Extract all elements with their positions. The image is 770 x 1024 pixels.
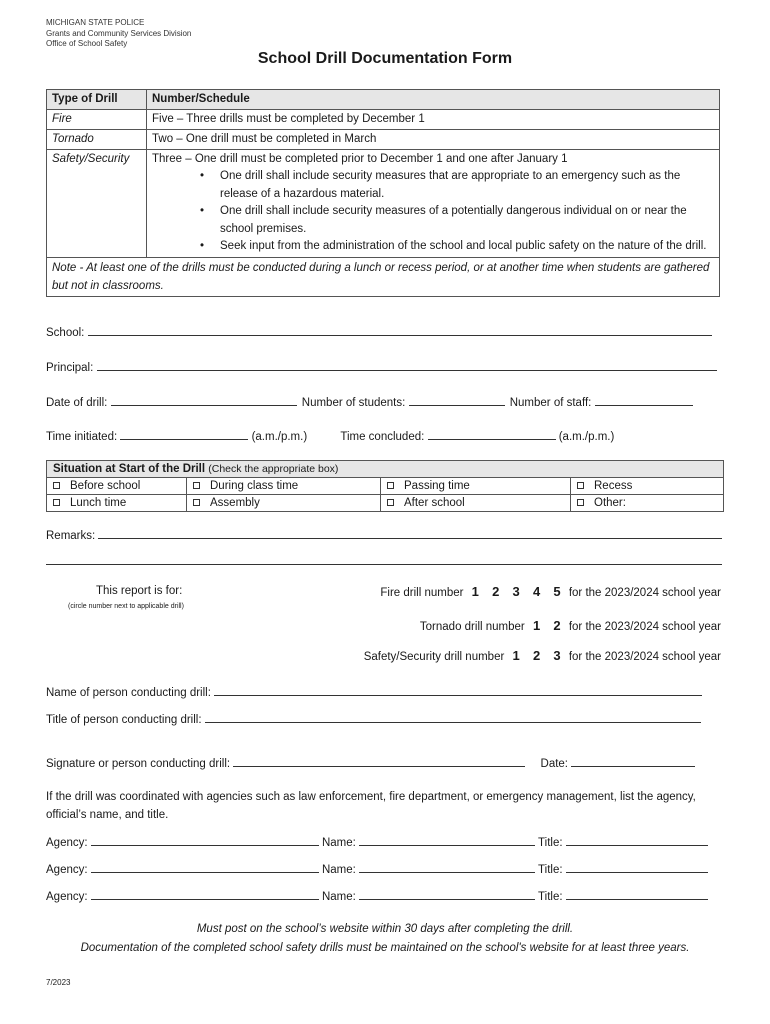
security-drill-label: Safety/Security drill number: [363, 651, 505, 663]
principal-row: [46, 359, 717, 374]
option-passing-time[interactable]: [381, 478, 571, 495]
agency-label: Agency:: [46, 864, 88, 876]
checkbox-icon[interactable]: [577, 482, 584, 489]
agency-field[interactable]: [91, 834, 319, 846]
title-label: Title:: [538, 864, 563, 876]
agency-row: [46, 888, 708, 903]
num-staff-field[interactable]: [595, 394, 693, 406]
school-label: School:: [46, 327, 85, 339]
option-recess[interactable]: [571, 478, 724, 495]
agency-label: Agency:: [46, 837, 88, 849]
title-field[interactable]: [566, 834, 708, 846]
title-label: Title:: [538, 891, 563, 903]
time-concluded-field[interactable]: [428, 428, 556, 440]
conductor-title-label: Title of person conducting drill:: [46, 714, 202, 726]
report-note: (circle number next to applicable drill): [68, 603, 184, 610]
title-field[interactable]: [566, 888, 708, 900]
checkbox-icon[interactable]: [53, 482, 60, 489]
checkbox-icon[interactable]: [387, 482, 394, 489]
time-initiated-label: Time initiated:: [46, 431, 118, 443]
time-initiated-field[interactable]: [120, 428, 248, 440]
conductor-title-field[interactable]: [205, 711, 701, 723]
checkbox-icon[interactable]: [53, 499, 60, 506]
num-staff-label: Number of staff:: [509, 397, 592, 409]
conductor-name-row: [46, 684, 702, 699]
remarks-row-2: [46, 553, 722, 568]
remarks-field[interactable]: [98, 527, 722, 539]
table-row: [47, 130, 720, 150]
list-item: [200, 203, 714, 238]
situation-instruction: (Check the appropriate box): [208, 463, 339, 475]
ampm-label: (a.m./p.m.): [251, 431, 308, 443]
drill-schedule: Three – One drill must be completed prior to December 1 and one after January 1: [152, 153, 568, 165]
date-students-staff-row: [46, 394, 693, 409]
date-field[interactable]: [571, 755, 695, 767]
drill-type: Tornado: [47, 130, 147, 150]
list-item-text: One drill shall include security measures that are appropriate to an emergency such as the release of a hazardous material.: [220, 170, 681, 200]
agency-header: [46, 18, 191, 50]
tornado-drill-label: Tornado drill number: [419, 621, 525, 633]
agency-row: [46, 861, 708, 876]
option-other[interactable]: [571, 495, 724, 512]
option-lunch-time[interactable]: [47, 495, 187, 512]
fire-drill-row: [380, 584, 721, 599]
conductor-name-label: Name of person conducting drill:: [46, 687, 211, 699]
name-label: Name:: [321, 837, 356, 849]
option-label: During class time: [210, 480, 299, 492]
agency-field[interactable]: [91, 861, 319, 873]
option-during-class-time[interactable]: [187, 478, 381, 495]
remarks-field-2[interactable]: [46, 553, 722, 565]
list-item: [200, 168, 714, 203]
option-label: Recess: [594, 480, 633, 492]
agency-label: Agency:: [46, 891, 88, 903]
name-label: Name:: [321, 864, 356, 876]
table-row: [47, 110, 720, 130]
agencies-intro: If the drill was coordinated with agencies such as law enforcement, fire department, or emergency management, list the agency, official’s name, and title.: [46, 791, 696, 821]
date-of-drill-field[interactable]: [111, 394, 297, 406]
revision-date: 7/2023: [46, 978, 71, 987]
drill-type: Safety/Security: [47, 150, 147, 258]
date-of-drill-label: Date of drill:: [46, 397, 108, 409]
checkbox-icon[interactable]: [193, 482, 200, 489]
drill-requirements-table: [46, 89, 720, 297]
tornado-number[interactable]: 2: [553, 618, 561, 633]
signature-label: Signature or person conducting drill:: [46, 758, 231, 770]
num-students-label: Number of students:: [301, 397, 406, 409]
report-label: This report is for:: [96, 585, 183, 597]
conductor-name-field[interactable]: [214, 684, 702, 696]
security-drill-row: [364, 648, 721, 663]
option-label: Other:: [594, 497, 626, 509]
name-label: Name:: [321, 891, 356, 903]
time-concluded-label: Time concluded:: [340, 431, 425, 443]
fire-number[interactable]: 5: [553, 584, 561, 599]
option-before-school[interactable]: [47, 478, 187, 495]
office-name: Office of School Safety: [46, 39, 128, 48]
fire-number[interactable]: 2: [492, 584, 500, 599]
signature-row: [46, 755, 695, 770]
tornado-number[interactable]: 1: [532, 618, 541, 633]
remarks-label: Remarks:: [46, 530, 96, 542]
checkbox-icon[interactable]: [193, 499, 200, 506]
col-schedule-header: Number/Schedule: [147, 90, 720, 110]
signature-field[interactable]: [233, 755, 525, 767]
time-row: [46, 428, 614, 443]
fire-drill-label: Fire drill number: [380, 587, 464, 599]
table-note: Note - At least one of the drills must be conducted during a lunch or recess period, or at another time when students are gathered but not in classrooms.: [47, 257, 720, 296]
agency-field[interactable]: [91, 888, 319, 900]
fire-number[interactable]: 4: [532, 584, 541, 599]
num-students-field[interactable]: [409, 394, 505, 406]
drill-schedule: Two – One drill must be completed in March: [147, 130, 720, 150]
fire-number[interactable]: 3: [512, 584, 520, 599]
col-type-header: Type of Drill: [47, 90, 147, 110]
list-item: [200, 238, 714, 256]
name-field[interactable]: [359, 861, 535, 873]
drill-schedule: Five – Three drills must be completed by December 1: [147, 110, 720, 130]
option-label: Before school: [70, 480, 141, 492]
option-label: Lunch time: [70, 497, 127, 509]
school-field[interactable]: [88, 324, 712, 336]
security-number[interactable]: 2: [532, 648, 541, 663]
security-number[interactable]: 1: [512, 648, 520, 663]
ampm-label: (a.m./p.m.): [558, 431, 615, 443]
date-label: Date:: [540, 758, 569, 770]
option-after-school[interactable]: [381, 495, 571, 512]
principal-field[interactable]: [97, 359, 717, 371]
bullet-icon: •: [200, 205, 205, 217]
option-label: Passing time: [404, 480, 470, 492]
option-assembly[interactable]: [187, 495, 381, 512]
agency-name: MICHIGAN STATE POLICE: [46, 18, 145, 27]
name-field[interactable]: [359, 834, 535, 846]
bullet-icon: •: [200, 240, 205, 252]
table-row: [47, 150, 720, 258]
fire-number[interactable]: 1: [471, 584, 479, 599]
bullet-icon: •: [200, 170, 205, 182]
footer-line-2: Documentation of the completed school safety drills must be maintained on the school's website for at least three years.: [80, 942, 690, 954]
list-item-text: One drill shall include security measures of a potentially dangerous individual on or near the school premises.: [220, 205, 687, 235]
footer-line-1: Must post on the school’s website within 30 days after completing the drill.: [196, 923, 574, 935]
title-label: Title:: [538, 837, 563, 849]
checkbox-icon[interactable]: [577, 499, 584, 506]
checkbox-icon[interactable]: [387, 499, 394, 506]
situation-heading: Situation at Start of the Drill: [53, 463, 206, 475]
school-row: [46, 324, 712, 339]
option-label: After school: [404, 497, 465, 509]
list-item-text: Seek input from the administration of the school and local public safety on the nature of the drill.: [220, 240, 707, 252]
tornado-drill-row: [420, 618, 721, 633]
conductor-title-row: [46, 711, 701, 726]
name-field[interactable]: [359, 888, 535, 900]
security-number[interactable]: 3: [553, 648, 561, 663]
school-year-text: for the 2023/2024 school year: [568, 587, 721, 599]
agency-row: [46, 834, 708, 849]
principal-label: Principal:: [46, 362, 94, 374]
title-field[interactable]: [566, 861, 708, 873]
school-year-text: for the 2023/2024 school year: [568, 621, 721, 633]
form-title: School Drill Documentation Form: [257, 50, 513, 67]
division-name: Grants and Community Services Division: [46, 28, 192, 38]
situation-table: [46, 460, 724, 512]
security-requirements-list: [200, 168, 714, 256]
drill-type: Fire: [47, 110, 147, 130]
school-year-text: for the 2023/2024 school year: [568, 651, 721, 663]
option-label: Assembly: [210, 497, 260, 509]
remarks-row: [46, 527, 722, 542]
